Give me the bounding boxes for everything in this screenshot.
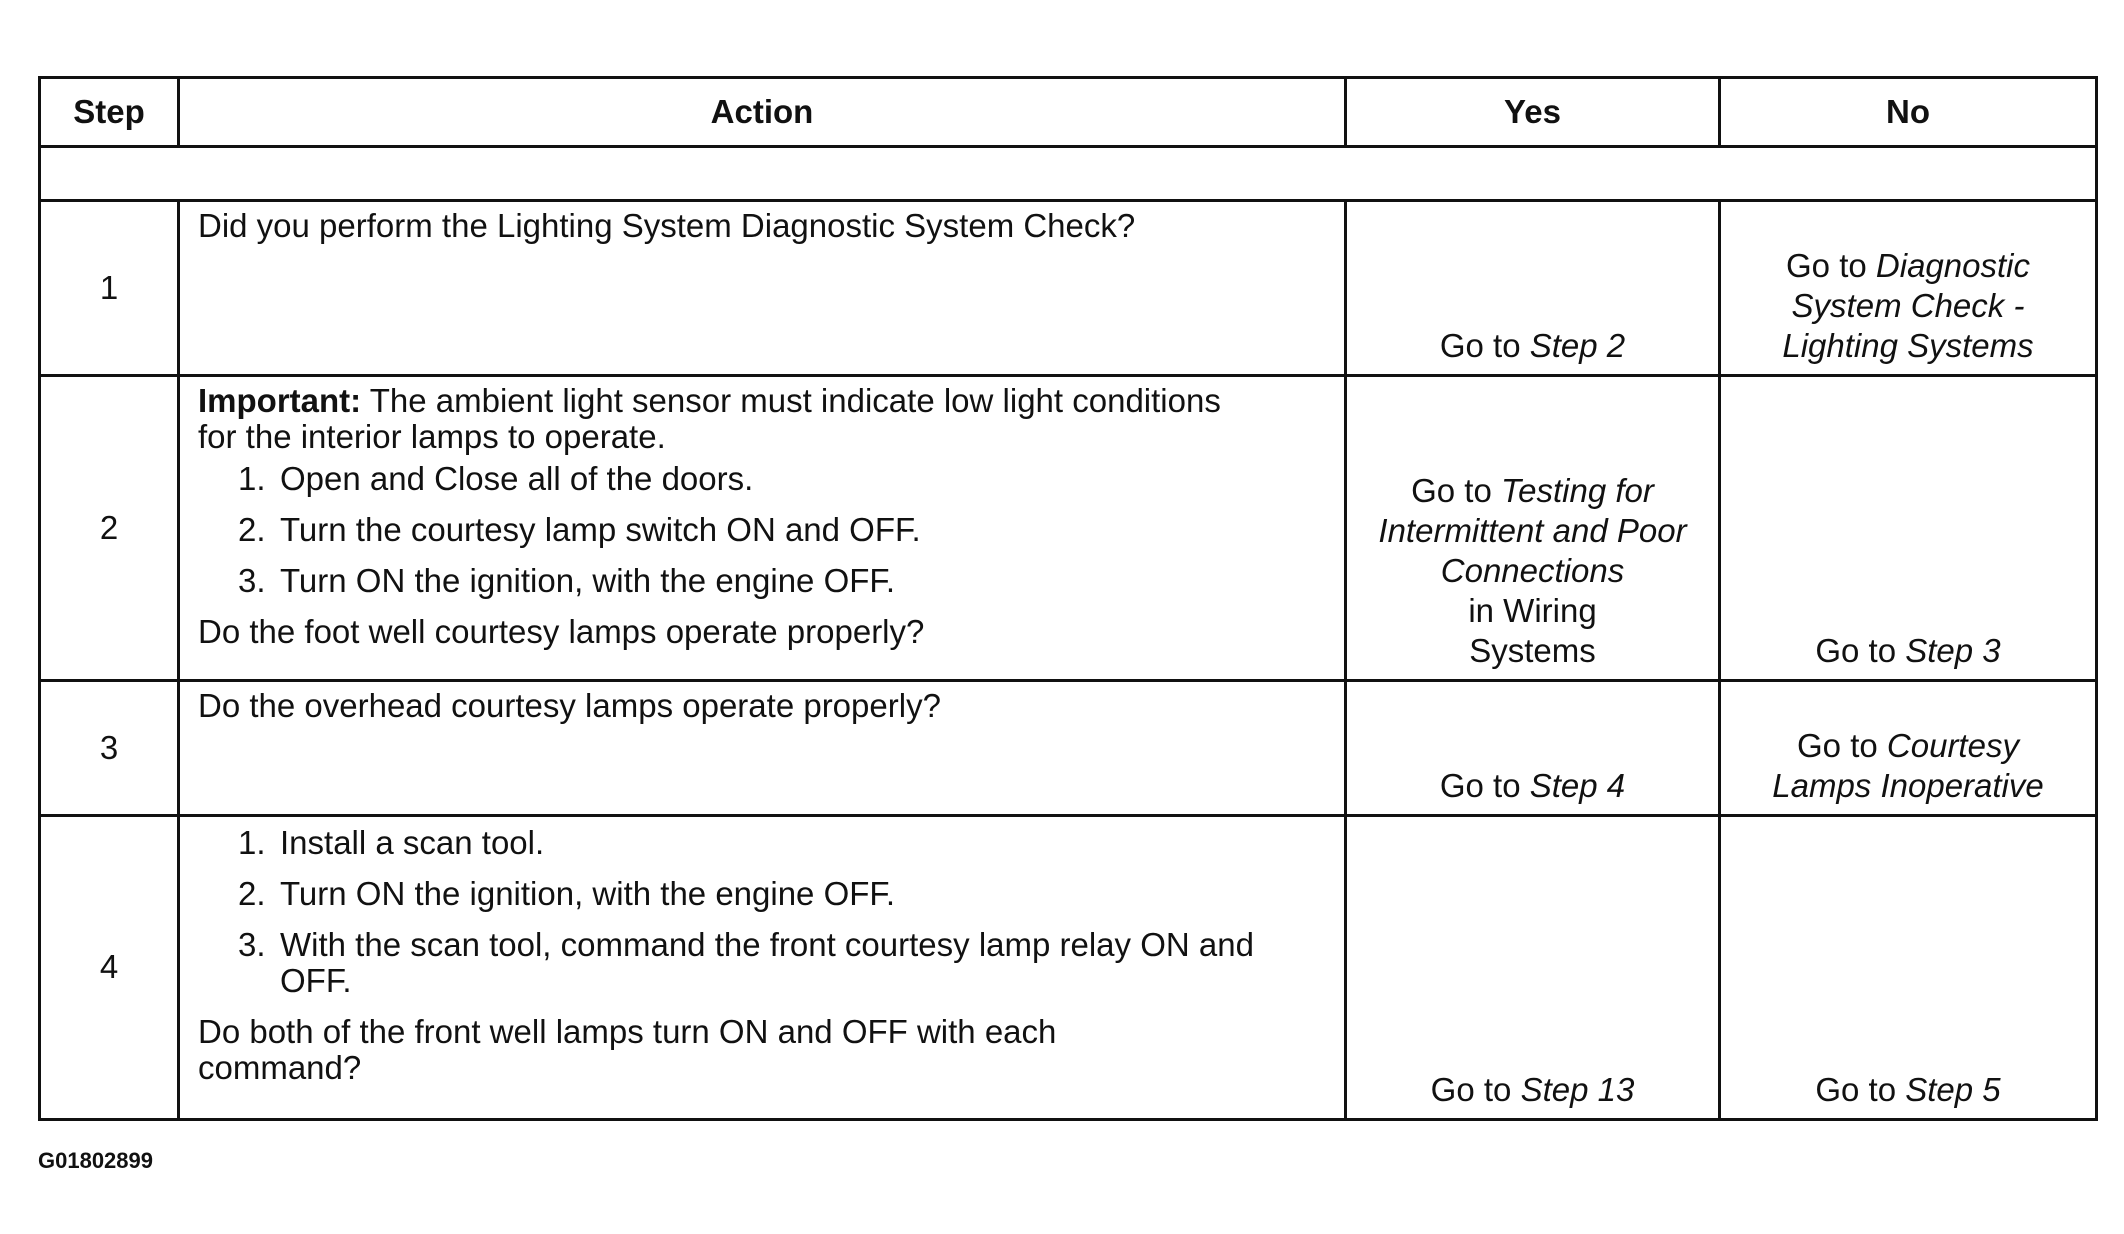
yes-suffix: Systems [1469,631,1596,669]
no-prefix: Go to [1797,726,1887,764]
substep-list [198,825,1326,999]
no-link[interactable]: Diagnostic [1875,247,2030,285]
no-link-cont[interactable]: System Check - [1791,287,2025,325]
substep-number: 1. [238,460,266,498]
list-item [238,825,1326,861]
action-question-cont: command? [198,1048,362,1086]
table-row [40,376,2097,680]
list-item [238,563,1326,599]
no-cell [1720,680,2097,815]
table-header-row [40,78,2097,147]
yes-suffix: in Wiring [1468,591,1597,629]
action-cell [179,815,1346,1119]
substep-number: 2. [238,874,266,912]
substep-text: Install a scan tool. [280,823,545,861]
step-number: 2 [40,376,179,680]
no-prefix: Go to [1815,631,1906,669]
substep-text: Turn the courtesy lamp switch ON and OFF. [280,511,921,549]
yes-cell [1346,680,1720,815]
yes-prefix: Go to [1411,471,1501,509]
yes-prefix: Go to [1439,327,1530,365]
no-cell [1720,376,2097,680]
no-link[interactable]: Step 3 [1905,631,2001,669]
no-cell [1720,200,2097,375]
header-no: No [1720,78,2097,147]
action-question: Do the foot well courtesy lamps operate properly? [198,613,925,651]
yes-link[interactable]: Step 2 [1529,327,1626,365]
list-item [238,461,1326,497]
step-number: 4 [40,815,179,1119]
list-item [238,876,1326,912]
no-link-cont[interactable]: Lamps Inoperative [1772,766,2044,804]
table-row [40,680,2097,815]
yes-link[interactable]: Step 13 [1520,1071,1635,1108]
table-row [40,815,2097,1119]
diagnostic-table [38,76,2098,1121]
no-link[interactable]: Courtesy [1886,726,2019,764]
substep-number: 3. [238,562,266,600]
action-cell [179,200,1346,375]
table-spacer-row [40,146,2097,200]
important-text-cont: for the interior lamps to operate. [198,418,666,456]
yes-link[interactable]: Testing for [1501,471,1654,509]
important-text: The ambient light sensor must indicate low light conditions [361,382,1221,420]
yes-prefix: Go to [1439,766,1530,804]
substep-text: Turn ON the ignition, with the engine OFF. [280,562,896,600]
substep-text: Turn ON the ignition, with the engine OFF. [280,874,896,912]
no-link-cont[interactable]: Lighting Systems [1782,327,2034,365]
substep-number: 1. [238,823,266,861]
yes-link[interactable]: Step 4 [1529,766,1626,804]
header-yes: Yes [1346,78,1720,147]
action-question: Do both of the front well lamps turn ON and OFF with each [198,1012,1057,1050]
important-label: Important: [198,382,362,420]
yes-cell [1346,200,1720,375]
header-step: Step [40,78,179,147]
action-cell [179,680,1346,815]
no-cell [1720,815,2097,1119]
substep-text: Open and Close all of the doors. [280,460,754,498]
yes-cell [1346,815,1720,1119]
action-cell [179,376,1346,680]
substep-list [198,461,1326,599]
yes-prefix: Go to [1430,1071,1521,1108]
substep-number: 3. [238,925,266,963]
figure-id: G01802899 [38,1148,153,1173]
yes-link-cont[interactable]: Intermittent and Poor [1378,511,1687,549]
action-question: Do the overhead courtesy lamps operate properly? [198,686,941,724]
header-action: Action [179,78,1346,147]
no-prefix: Go to [1786,247,1876,285]
list-item [238,927,1326,999]
no-prefix: Go to [1815,1071,1906,1108]
no-link[interactable]: Step 5 [1905,1071,2001,1108]
table-row [40,200,2097,375]
substep-number: 2. [238,511,266,549]
yes-cell [1346,376,1720,680]
substep-text: With the scan tool, command the front courtesy lamp relay ON and OFF. [280,925,1254,999]
step-number: 1 [40,200,179,375]
yes-link-cont[interactable]: Connections [1440,551,1625,589]
action-question: Did you perform the Lighting System Diagnostic System Check? [198,206,1136,244]
step-number: 3 [40,680,179,815]
list-item [238,512,1326,548]
